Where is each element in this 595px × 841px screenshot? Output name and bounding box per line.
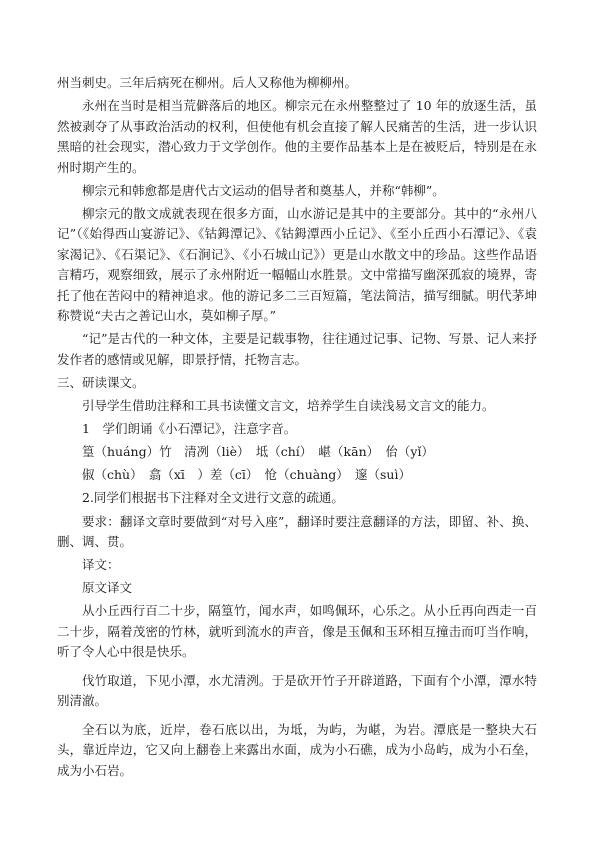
label: 译文： [82,557,120,573]
paragraph: 永州在当时是相当荒僻落后的地区。柳宗元在永州整整过了 10 年的放逐生活，虽然被剥夺了从事政治活动的权利，但使他有机会直接了解人民痛苦的生活，进一步认识黑暗的社会现实，潜心致力于文学创作。他的主要作品基本上是在被贬后，特别是在永州时期产生的。 [57,98,537,175]
paragraph: 柳宗元的散文成就表现在很多方面，山水游记是其中的主要部分。其中的“永州八记”（《始得西山宴游记》、《钴鉧潭记》、《钴鉧潭西小丘记》、《至小丘西小石潭记》、《袁家渴记》、《石渠记》、《石涧记》、《小石城山记》）更是山水散文中的珍品。这些作品语言精巧，观察细致，展示了永州附近一幅幅山水胜景。文中常描写幽深孤寂的境界，寄托了他在苦闷中的精神追求。他的游记多二三百短篇，笔法简洁，描写细腻。明代茅坤称赞说“夫古之善记山水，莫如柳子厚。” [57,205,537,324]
list-item: 2.同学们根据书下注释对全文进行文意的疏通。 [82,490,344,506]
list-item: 1 学们朗诵《小石潭记》，注意字音。 [82,421,297,437]
translation-paragraph: 从小丘西行百二十步，隔篁竹，闻水声，如鸣佩环，心乐之。从小丘再向西走一百二十步，隔着茂密的竹林，就听到流水的声音，像是玉佩和玉环相互撞击而叮当作响，听了令人心中很是快乐。 [57,603,537,660]
paragraph: 引导学生借助注释和工具书读懂文言文，培养学生自读浅易文言文的能力。 [82,398,495,414]
paragraph: 柳宗元和韩愈都是唐代古文运动的倡导者和奠基人，并称“韩柳”。 [82,182,445,198]
translation-paragraph: 全石以为底，近岸，卷石底以出，为坻，为屿，为嵁，为岩。潭底是一整块大石头，靠近岸边，它又向上翻卷上来露出水面，成为小石礁，成为小岛屿，成为小石垒，成为小石岩。 [57,721,537,778]
pronunciation-line: 篁（huáng）竹 清冽（liè） 坻（chí） 嵁（kān） 佁（yǐ） [82,444,434,460]
document-body [57,73,537,784]
label: 原文译文 [82,580,133,596]
paragraph: 州当刺史。三年后病死在柳州。后人又称他为柳柳州。 [57,75,358,90]
paragraph: 要求：翻译文章时要做到“对号入座”，翻译时要注意翻译的方法，即留、补、换、删、调、贯。 [57,513,537,550]
pronunciation-line: 俶（chù） 翕（xī ）差（cī） 怆（chuàng） 邃（suì） [82,467,411,483]
translation-paragraph: 伐竹取道，下见小潭，水尤清洌。于是砍开竹子开辟道路，下面有个小潭，潭水特别清澈。 [57,672,537,709]
paragraph: “记”是古代的一种文体，主要是记载事物，往往通过记事、记物、写景、记人来抒发作者的感情或见解，即景抒情，托物言志。 [57,331,537,367]
section-heading: 三、研读课文。 [57,374,145,390]
